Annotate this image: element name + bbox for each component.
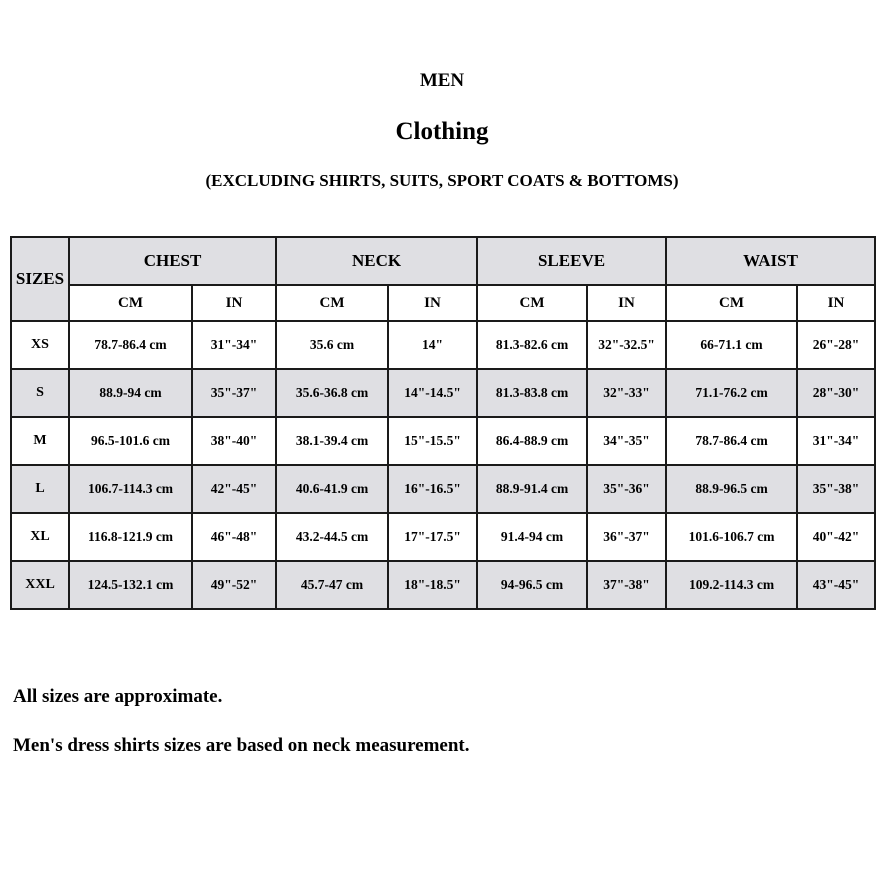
neck-in-cell: 14"-14.5" bbox=[388, 369, 477, 417]
neck-in-cell: 15"-15.5" bbox=[388, 417, 477, 465]
chest-cm-cell: 106.7-114.3 cm bbox=[69, 465, 192, 513]
unit-header-cm: CM bbox=[666, 285, 797, 321]
chest-in-cell: 35"-37" bbox=[192, 369, 276, 417]
group-header-neck: NECK bbox=[276, 237, 477, 285]
chest-in-cell: 49"-52" bbox=[192, 561, 276, 609]
table-row bbox=[11, 369, 875, 417]
chest-cm-cell: 78.7-86.4 cm bbox=[69, 321, 192, 369]
category-heading: MEN bbox=[419, 70, 465, 91]
sleeve-in-cell: 32"-33" bbox=[587, 369, 666, 417]
page-subtitle: (EXCLUDING SHIRTS, SUITS, SPORT COATS & BOTTOMS) bbox=[205, 171, 679, 190]
neck-cm-cell: 45.7-47 cm bbox=[276, 561, 388, 609]
sleeve-in-cell: 36"-37" bbox=[587, 513, 666, 561]
sleeve-cm-cell: 91.4-94 cm bbox=[477, 513, 587, 561]
waist-in-cell: 35"-38" bbox=[797, 465, 875, 513]
chest-in-cell: 38"-40" bbox=[192, 417, 276, 465]
table-row bbox=[11, 561, 875, 609]
group-header-waist: WAIST bbox=[666, 237, 875, 285]
waist-cm-cell: 71.1-76.2 cm bbox=[666, 369, 797, 417]
waist-in-cell: 31"-34" bbox=[797, 417, 875, 465]
unit-header-cm: CM bbox=[477, 285, 587, 321]
approximate-sizes-note: All sizes are approximate. bbox=[13, 686, 223, 707]
table-row bbox=[11, 321, 875, 369]
table-row bbox=[11, 417, 875, 465]
chest-cm-cell: 96.5-101.6 cm bbox=[69, 417, 192, 465]
sleeve-cm-cell: 88.9-91.4 cm bbox=[477, 465, 587, 513]
chest-cm-cell: 124.5-132.1 cm bbox=[69, 561, 192, 609]
group-header-row bbox=[11, 237, 875, 285]
unit-header-in: IN bbox=[797, 285, 875, 321]
sleeve-cm-cell: 81.3-83.8 cm bbox=[477, 369, 587, 417]
group-header-chest: CHEST bbox=[69, 237, 276, 285]
table-row bbox=[11, 465, 875, 513]
size-chart-table bbox=[10, 236, 876, 610]
sleeve-in-cell: 37"-38" bbox=[587, 561, 666, 609]
sleeve-in-cell: 35"-36" bbox=[587, 465, 666, 513]
unit-header-cm: CM bbox=[69, 285, 192, 321]
unit-header-cm: CM bbox=[276, 285, 388, 321]
neck-cm-cell: 35.6 cm bbox=[276, 321, 388, 369]
neck-cm-cell: 35.6-36.8 cm bbox=[276, 369, 388, 417]
chest-in-cell: 42"-45" bbox=[192, 465, 276, 513]
sleeve-cm-cell: 94-96.5 cm bbox=[477, 561, 587, 609]
sizes-header: SIZES bbox=[11, 237, 69, 321]
group-header-sleeve: SLEEVE bbox=[477, 237, 666, 285]
waist-in-cell: 28"-30" bbox=[797, 369, 875, 417]
waist-cm-cell: 101.6-106.7 cm bbox=[666, 513, 797, 561]
sleeve-in-cell: 34"-35" bbox=[587, 417, 666, 465]
waist-cm-cell: 66-71.1 cm bbox=[666, 321, 797, 369]
chest-cm-cell: 116.8-121.9 cm bbox=[69, 513, 192, 561]
unit-header-in: IN bbox=[192, 285, 276, 321]
waist-in-cell: 43"-45" bbox=[797, 561, 875, 609]
chest-in-cell: 46"-48" bbox=[192, 513, 276, 561]
size-label: M bbox=[11, 417, 69, 465]
size-label: XL bbox=[11, 513, 69, 561]
neck-cm-cell: 40.6-41.9 cm bbox=[276, 465, 388, 513]
neck-cm-cell: 38.1-39.4 cm bbox=[276, 417, 388, 465]
unit-header-in: IN bbox=[587, 285, 666, 321]
unit-header-in: IN bbox=[388, 285, 477, 321]
waist-cm-cell: 78.7-86.4 cm bbox=[666, 417, 797, 465]
waist-cm-cell: 109.2-114.3 cm bbox=[666, 561, 797, 609]
waist-cm-cell: 88.9-96.5 cm bbox=[666, 465, 797, 513]
neck-cm-cell: 43.2-44.5 cm bbox=[276, 513, 388, 561]
neck-in-cell: 16"-16.5" bbox=[388, 465, 477, 513]
size-label: XS bbox=[11, 321, 69, 369]
waist-in-cell: 26"-28" bbox=[797, 321, 875, 369]
unit-header-row bbox=[11, 285, 875, 321]
size-label: S bbox=[11, 369, 69, 417]
chest-cm-cell: 88.9-94 cm bbox=[69, 369, 192, 417]
sleeve-in-cell: 32"-32.5" bbox=[587, 321, 666, 369]
size-label: XXL bbox=[11, 561, 69, 609]
waist-in-cell: 40"-42" bbox=[797, 513, 875, 561]
neck-in-cell: 17"-17.5" bbox=[388, 513, 477, 561]
sleeve-cm-cell: 86.4-88.9 cm bbox=[477, 417, 587, 465]
dress-shirt-note: Men's dress shirts sizes are based on neck measurement. bbox=[13, 735, 470, 756]
neck-in-cell: 18"-18.5" bbox=[388, 561, 477, 609]
size-label: L bbox=[11, 465, 69, 513]
chest-in-cell: 31"-34" bbox=[192, 321, 276, 369]
page-title: Clothing bbox=[395, 118, 489, 145]
sleeve-cm-cell: 81.3-82.6 cm bbox=[477, 321, 587, 369]
table-row bbox=[11, 513, 875, 561]
neck-in-cell: 14" bbox=[388, 321, 477, 369]
